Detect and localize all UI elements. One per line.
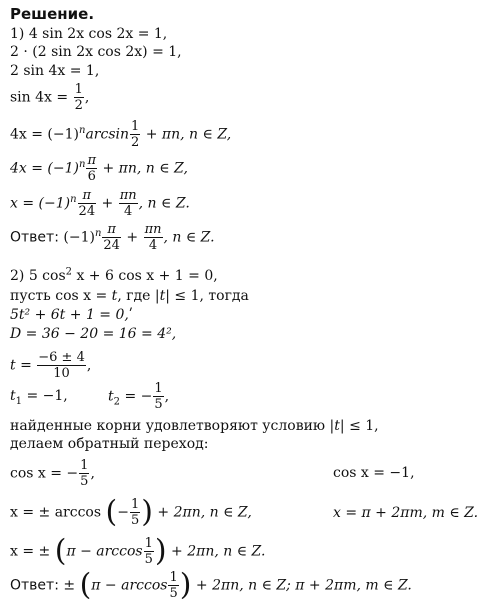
fraction-pi-six: $\frac{\pi}{6}$ bbox=[87, 153, 96, 184]
fraction-pi-24: $\frac{\pi}{24}$ bbox=[78, 188, 96, 219]
eq-2-7: найденные корни удовлетворяют условию |t| ≤ 1, bbox=[10, 418, 379, 434]
eq-2-10-left: x = ± arccos (− $\frac{1}{5}$ ) + 2πn, n ∈ Z, bbox=[10, 494, 252, 530]
eq-1-3: 2 sin 4x = 1, bbox=[10, 63, 100, 79]
eq-1-1: 1) 4 sin 2x cos 2x = 1, bbox=[10, 26, 168, 42]
solution-title: Решение. bbox=[10, 5, 95, 23]
eq-2-9-right: cos x = −1, bbox=[333, 465, 415, 481]
fraction-one-fifth: $\frac{1}{5}$ bbox=[144, 536, 153, 567]
fraction-one-fifth: $\frac{1}{5}$ bbox=[80, 458, 89, 489]
eq-2-2: пусть cos x = t, где |t| ≤ 1, тогда bbox=[10, 288, 249, 304]
fraction-pin-four: $\frac{\pi n}{4}$ bbox=[144, 222, 162, 253]
fraction-pi-24: $\frac{\pi}{24}$ bbox=[103, 222, 120, 253]
eq-2-5: t = $\frac{-6 \pm 4}{10}$ , bbox=[10, 350, 92, 381]
eq-2-4: D = 36 − 20 = 16 = 4², bbox=[10, 326, 177, 342]
fraction-one-fifth: $\frac{1}{5}$ bbox=[169, 570, 178, 601]
answer-1: Ответ: $(-1)^n$ $\frac{\pi}{24}$ + $\frac{\pi n}{4}$ , n ∈ Z. bbox=[10, 222, 215, 253]
fraction-one-half: $\frac{1}{2}$ bbox=[131, 119, 140, 150]
fraction-one-fifth: $\frac{1}{5}$ bbox=[154, 381, 163, 412]
eq-2-11: x = ± (π − arccos $\frac{1}{5}$ ) + 2πn, n ∈ Z. bbox=[10, 533, 266, 569]
eq-1-4: sin 4x = $\frac{1}{2}$ , bbox=[10, 82, 90, 113]
fraction-one-fifth: $\frac{1}{5}$ bbox=[130, 497, 140, 528]
eq-2-9-left: cos x = − $\frac{1}{5}$ , bbox=[10, 458, 95, 489]
eq-2-10-right: x = π + 2πm, m ∈ Z. bbox=[333, 505, 479, 521]
eq-2-6: $t_1 = -1$, bbox=[10, 388, 68, 407]
fraction-one-half: $\frac{1}{2}$ bbox=[74, 82, 83, 113]
fraction-pin-four: $\frac{\pi n}{4}$ bbox=[119, 188, 137, 219]
eq-2-8: делаем обратный переход: bbox=[10, 436, 209, 452]
eq-1-7: $x = (-1)^n$ $\frac{\pi}{24}$ + $\frac{\pi n}{4}$ , n ∈ Z. bbox=[10, 188, 190, 219]
eq-2-6b: $t_2$ = − $\frac{1}{5}$ , bbox=[108, 381, 170, 412]
fraction-roots: $\frac{-6 \pm 4}{10}$ bbox=[38, 350, 85, 381]
eq-1-2: 2 · (2 sin 2x cos 2x) = 1, bbox=[10, 44, 182, 60]
eq-2-3: 5t² + 6t + 1 = 0,ʹ bbox=[10, 307, 133, 323]
eq-2-1: 2) 5 $\cos^2 x + 6$ cos x + 1 = 0, bbox=[10, 266, 218, 284]
eq-1-5: $4x = (-1)^n\arcsin$ $\frac{1}{2}$ + πn, n ∈ Z, bbox=[10, 119, 232, 150]
answer-2: Ответ: ± (π − arccos $\frac{1}{5}$ ) + 2πn, n ∈ Z; π + 2πm, m ∈ Z. bbox=[10, 567, 412, 603]
eq-1-6: $4x = (-1)^n$ $\frac{\pi}{6}$ + πn, n ∈ Z, bbox=[10, 153, 188, 184]
